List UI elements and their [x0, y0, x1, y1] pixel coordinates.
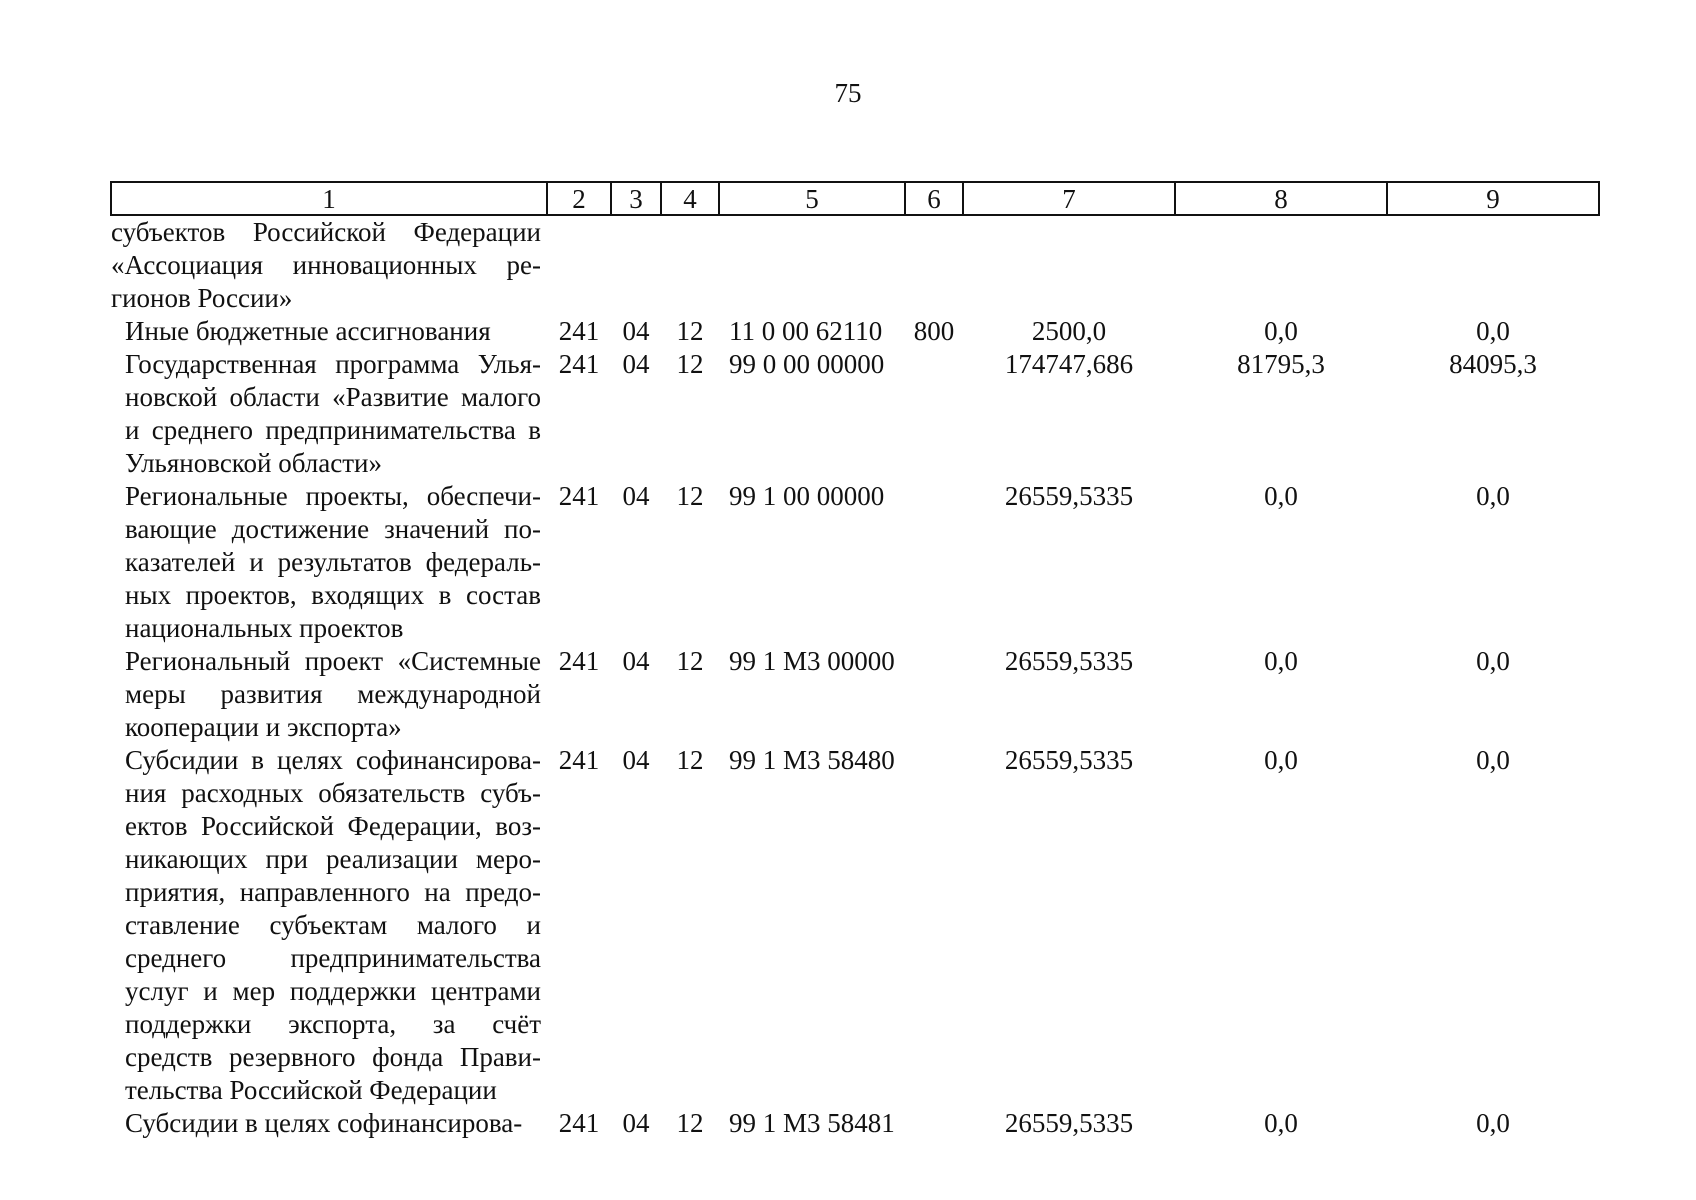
cell-amount-2: 0,0: [1264, 481, 1298, 511]
column-header: 7: [963, 182, 1175, 215]
table-row: [111, 645, 1599, 744]
cell-ministry-code: 241: [558, 316, 600, 346]
cell-amount-2: 81795,3: [1237, 349, 1325, 379]
cell-ministry-code: [547, 215, 611, 315]
row-name: Региональный проект «Системные меры развития международной кооперации и экспорта»: [125, 646, 541, 742]
cell-section-code: 04: [622, 646, 650, 676]
row-name: Иные бюджетные ассигнования: [125, 316, 491, 346]
cell-subsection-code: 12: [676, 1108, 704, 1138]
column-header: 3: [611, 182, 661, 215]
cell-ministry-code: 241: [558, 481, 600, 511]
cell-section-code: 04: [622, 349, 650, 379]
cell-amount-1: 26559,5335: [1004, 1108, 1134, 1138]
cell-target-article: 99 1 М3 58481: [729, 1108, 895, 1138]
cell-amount-1: 174747,686: [1004, 349, 1134, 379]
cell-target-article: 99 1 М3 00000: [729, 646, 895, 676]
cell-subsection-code: 12: [676, 316, 704, 346]
cell-amount-1: 2500,0: [1031, 316, 1107, 346]
cell-section-code: 04: [622, 481, 650, 511]
row-name: Субсидии в целях софинансирова-ния расходных обязательств субъ-ектов Российской Федерации, воз-никающих при реализации меро-приятия, направленного на предо-ставление субъектам малого и среднего предпринимательства услуг и мер поддержки центрами поддержки экспорта, за счёт средств резервного фонда Прави-тельства Российской Федерации: [125, 745, 541, 1105]
cell-amount-1: 26559,5335: [1004, 646, 1134, 676]
column-header: 6: [905, 182, 963, 215]
cell-amount-3: 0,0: [1476, 745, 1510, 775]
cell-expense-type: [905, 215, 963, 315]
cell-amount-3: [1387, 215, 1599, 315]
cell-section-code: 04: [622, 745, 650, 775]
column-header: 9: [1387, 182, 1599, 215]
cell-target-article: 99 0 00 00000: [729, 349, 885, 379]
table-row: [111, 348, 1599, 480]
header-row: [111, 182, 1599, 215]
cell-subsection-code: [661, 215, 719, 315]
column-header: 8: [1175, 182, 1387, 215]
column-header: 1: [111, 182, 547, 215]
cell-amount-2: 0,0: [1264, 745, 1298, 775]
cell-amount-3: 0,0: [1476, 481, 1510, 511]
column-header: 5: [719, 182, 905, 215]
cell-target-article: 99 1 00 00000: [729, 481, 885, 511]
cell-ministry-code: 241: [558, 745, 600, 775]
cell-amount-1: 26559,5335: [1004, 745, 1134, 775]
cell-amount-2: 0,0: [1264, 1108, 1298, 1138]
table-header: [111, 182, 1599, 215]
cell-section-code: 04: [622, 316, 650, 346]
budget-table: [110, 181, 1600, 1140]
cell-subsection-code: 12: [676, 745, 704, 775]
cell-target-article: [719, 215, 905, 315]
cell-amount-3: 0,0: [1476, 1108, 1510, 1138]
row-name: Субсидии в целях софинансирова-: [125, 1108, 523, 1138]
row-name: субъектов Российской Федерации «Ассоциация инновационных ре-гионов России»: [111, 217, 541, 313]
cell-expense-type: [905, 348, 963, 480]
table-row: [111, 480, 1599, 645]
cell-target-article: 99 1 М3 58480: [729, 745, 895, 775]
cell-amount-1: [963, 215, 1175, 315]
cell-target-article: 11 0 00 62110: [729, 316, 883, 346]
cell-section-code: 04: [622, 1108, 650, 1138]
table-row: [111, 215, 1599, 315]
cell-expense-type: [905, 744, 963, 1107]
cell-amount-3: 0,0: [1476, 646, 1510, 676]
cell-subsection-code: 12: [676, 646, 704, 676]
cell-amount-3: 84095,3: [1449, 349, 1537, 379]
cell-amount-2: [1175, 215, 1387, 315]
cell-section-code: [611, 215, 661, 315]
cell-ministry-code: 241: [558, 646, 600, 676]
cell-subsection-code: 12: [676, 481, 704, 511]
column-header: 4: [661, 182, 719, 215]
cell-expense-type: [905, 480, 963, 645]
row-name: Государственная программа Улья-новской области «Развитие малого и среднего предпринимательства в Ульяновской области»: [125, 349, 541, 478]
cell-amount-2: 0,0: [1264, 646, 1298, 676]
cell-ministry-code: 241: [558, 1108, 600, 1138]
row-name: Региональные проекты, обеспечи-вающие достижение значений по-казателей и результатов федераль-ных проектов, входящих в состав национальных проектов: [125, 481, 541, 643]
cell-expense-type: 800: [913, 316, 955, 346]
column-header: 2: [547, 182, 611, 215]
cell-ministry-code: 241: [558, 349, 600, 379]
page-number: 75: [834, 78, 862, 108]
table-body: [111, 215, 1599, 1140]
table-row: [111, 744, 1599, 1107]
cell-subsection-code: 12: [676, 349, 704, 379]
cell-expense-type: [905, 645, 963, 744]
cell-amount-2: 0,0: [1264, 316, 1298, 346]
table-row: [111, 1107, 1599, 1140]
table-row: [111, 315, 1599, 348]
cell-amount-1: 26559,5335: [1004, 481, 1134, 511]
cell-expense-type: [905, 1107, 963, 1140]
cell-amount-3: 0,0: [1476, 316, 1510, 346]
